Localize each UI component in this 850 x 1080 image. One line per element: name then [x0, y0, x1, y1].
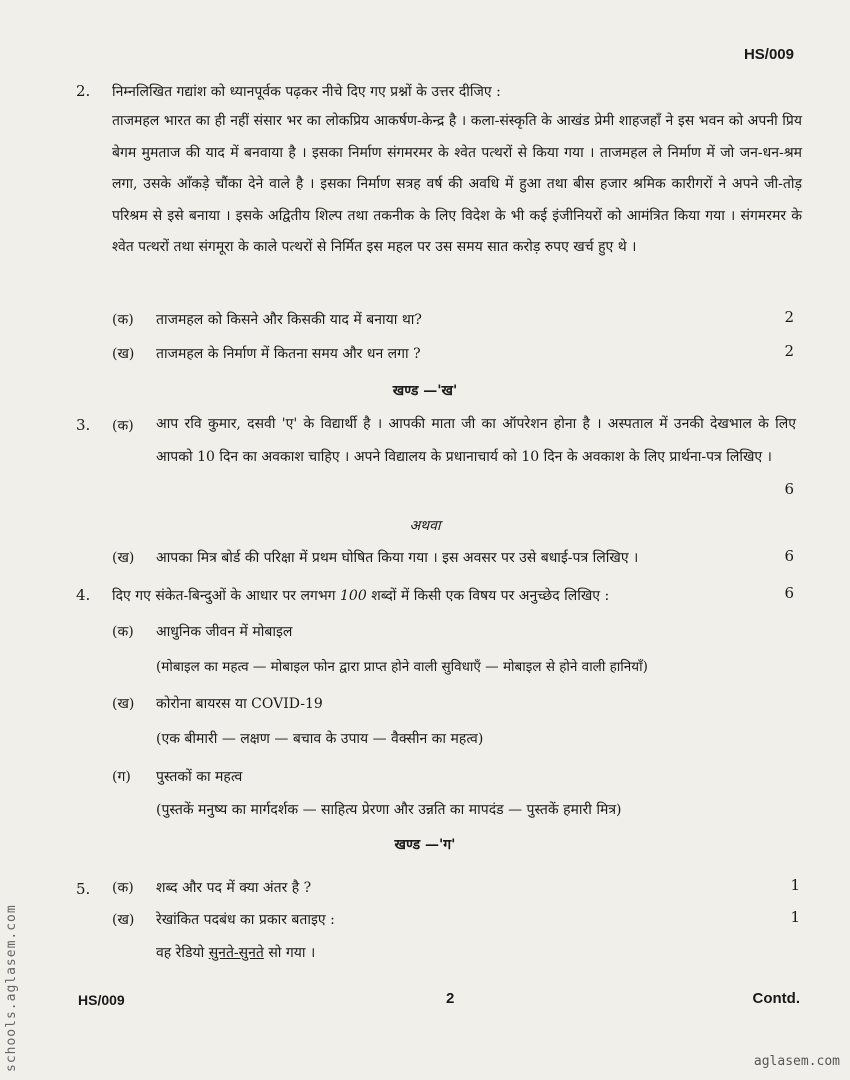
- q5-b-label: (ख): [112, 912, 135, 928]
- footer-paper-code: HS/009: [78, 992, 125, 1008]
- q2-a-marks: 2: [784, 308, 794, 326]
- question-3-number: 3.: [76, 416, 91, 434]
- q5-a-text: शब्द और पद में क्या अंतर है ?: [156, 880, 312, 896]
- footer-page-number: 2: [446, 990, 455, 1007]
- question-5-number: 5.: [76, 880, 91, 898]
- q4-b-title: कोरोना बायरस या COVID-19: [156, 696, 323, 712]
- q3-a-marks: 6: [784, 480, 794, 498]
- question-4-text: [112, 586, 609, 605]
- q4-word-count: 100: [340, 588, 367, 604]
- section-kha-heading: खण्ड —'ख': [392, 383, 458, 399]
- q4-marks: 6: [784, 584, 794, 602]
- q5-b-text: रेखांकित पदबंध का प्रकार बताइए :: [156, 912, 335, 928]
- q3-b-label: (ख): [112, 550, 135, 566]
- q4-text-pre: दिए गए संकेत-बिन्दुओं के आधार पर लगभग: [112, 588, 336, 604]
- q3-b-marks: 6: [784, 547, 794, 565]
- side-watermark: schools.aglasem.com: [4, 904, 19, 1072]
- q4-b-hints: (एक बीमारी — लक्षण — बचाव के उपाय — वैक्सीन का महत्व): [156, 731, 484, 747]
- q2-a-text: ताजमहल को किसने और किसकी याद में बनाया था?: [156, 312, 422, 328]
- q3-or-label: अथवा: [409, 518, 441, 534]
- q4-b-label: (ख): [112, 696, 135, 712]
- question-2-number: 2.: [76, 82, 91, 100]
- q5-b-marks: 1: [790, 908, 800, 926]
- q4-a-hints: (मोबाइल का महत्व — मोबाइल फोन द्वारा प्राप्त होने वाली सुविधाएँ — मोबाइल से होने वाली हानियाँ): [156, 659, 648, 675]
- q5-a-marks: 1: [790, 876, 800, 894]
- q5-sentence-post: सो गया ।: [268, 945, 316, 961]
- footer-contd: Contd.: [752, 990, 800, 1007]
- header-paper-code: HS/009: [743, 46, 794, 63]
- q4-c-hints: (पुस्तकें मनुष्य का मार्गदर्शक — साहित्य प्रेरणा और उन्नति का मापदंड — पुस्तकें हमारी मित्र): [156, 802, 622, 818]
- q2-b-marks: 2: [784, 342, 794, 360]
- q2-b-text: ताजमहल के निर्माण में कितना समय और धन लगा ?: [156, 346, 421, 362]
- q2-a-label: (क): [112, 312, 134, 328]
- corner-watermark: aglasem.com: [753, 1054, 840, 1069]
- q4-c-title: पुस्तकों का महत्व: [156, 769, 243, 785]
- q3-b-text: आपका मित्र बोर्ड की परिक्षा में प्रथम घोषित किया गया । इस अवसर पर उसे बधाई-पत्र लिखिए ।: [156, 550, 639, 566]
- q4-a-label: (क): [112, 624, 134, 640]
- q5-sentence-underlined: सुनते-सुनते: [208, 945, 264, 961]
- q2-b-label: (ख): [112, 346, 135, 362]
- question-2-instruction: निम्नलिखित गद्यांश को ध्यानपूर्वक पढ़कर नीचे दिए गए प्रश्नों के उत्तर दीजिए :: [112, 84, 501, 100]
- q5-sentence: [156, 943, 315, 962]
- q5-a-label: (क): [112, 880, 134, 896]
- q4-a-title: आधुनिक जीवन में मोबाइल: [156, 624, 293, 640]
- question-2-passage: ताजमहल भारत का ही नहीं संसार भर का लोकप्रिय आकर्षण-केन्द्र है । कला-संस्कृति के आखंड प्रेमी शाहजहाँ ने इस भवन को अपनी प्रिय बेगम मुमताज की याद में बनवाया है । इसका निर्माण संगमरमर के श्वेत पत्थरों से किया गया । ताजमहल ले निर्माण में जो जन-धन-श्रम लगा, उसके आँकड़े चौंका देने वाले है । इसका निर्माण सत्रह वर्ष की अवधि में हुआ तथा बीस हजार श्रमिक कारीगरों ने अपने जी-तोड़ परिश्रम से इसे बनाया । इसके अद्वितीय शिल्प तथा तकनीक के लिए विदेश के भी कई इंजीनियरों को आमंत्रित किया गया । संगमरमर के श्वेत पत्थरों तथा संगमूरा के काले पत्थरों से निर्मित इस महल पर उस समय सात करोड़ रुपए खर्च हुए थे ।: [112, 113, 802, 255]
- section-ga-heading: खण्ड —'ग': [394, 837, 456, 853]
- q3-a-text: आप रवि कुमार, दसवी 'ए' के विद्यार्थी है । आपकी माता जी का ऑपरेशन होना है । अस्पताल में उनकी देखभाल के लिए आपको 10 दिन का अवकाश चाहिए । अपने विद्यालय के प्रधानाचार्य को 10 दिन के अवकाश के लिए प्रार्थना-पत्र लिखिए ।: [156, 416, 796, 465]
- q4-text-post: शब्दों में किसी एक विषय पर अनुच्छेद लिखिए :: [371, 588, 610, 604]
- q3-a-label: (क): [112, 418, 134, 434]
- q5-sentence-pre: वह रेडियो: [156, 945, 205, 961]
- question-4-number: 4.: [76, 586, 91, 604]
- q4-c-label: (ग): [112, 769, 131, 785]
